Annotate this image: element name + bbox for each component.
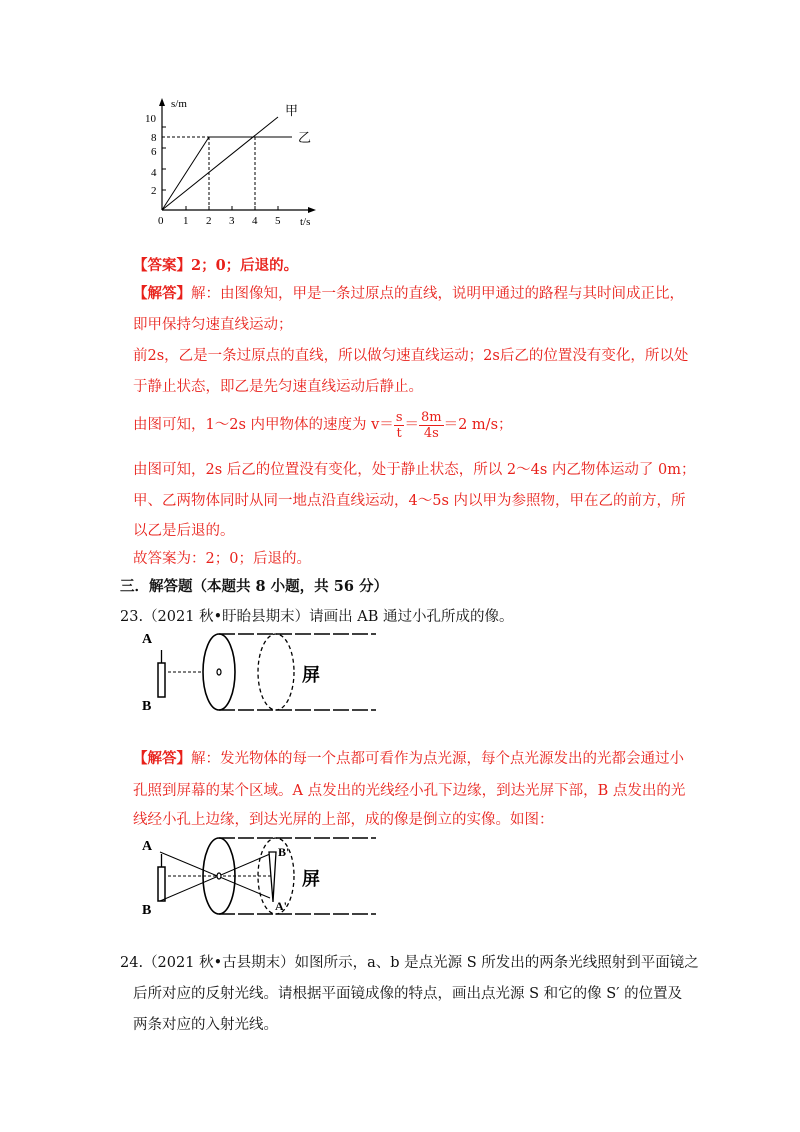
object-ab-2	[158, 867, 165, 901]
line-yi	[162, 137, 292, 210]
fraction-8m-over-4s: $\frac{8m}{4s}$	[420, 409, 442, 441]
x-tick-0: 0	[158, 215, 164, 227]
fig2-label-b-prime: B'	[278, 845, 290, 859]
q22-answer: 【答案】2；0；后退的。	[133, 257, 299, 274]
fig2-screen-label: 屏	[302, 869, 320, 889]
q23-question: 23.（2021 秋•盱眙县期末）请画出 AB 通过小孔所成的像。	[120, 609, 514, 625]
q24-line-1: 24.（2021 秋•古县期末）如图所示，a、b 是点光源 S 所发出的两条光线照射到平面镜之	[120, 955, 699, 971]
fig2-label-a-prime: A'	[275, 899, 287, 913]
q23-solution-figure	[138, 832, 383, 924]
y-tick-8: 8	[151, 132, 157, 144]
q22-analysis-7: 甲、乙两物体同时从同一地点沿直线运动，4～5s 内以甲为参照物，甲在乙的前方，所	[133, 493, 686, 509]
q22-conclusion: 故答案为：2；0；后退的。	[133, 551, 311, 567]
q23-analysis-2: 孔照到屏幕的某个区域。A 点发出的光线经小孔下边缘，到达光屏下部，B 点发出的光	[133, 783, 686, 799]
q24-line-3: 两条对应的入射光线。	[133, 1017, 278, 1033]
object-ab	[158, 663, 165, 697]
q22-analysis-8: 以乙是后退的。	[133, 523, 235, 539]
label-yi: 乙	[298, 130, 312, 145]
x-tick-3: 3	[229, 215, 235, 227]
y-tick-2: 2	[151, 185, 157, 197]
st-graph	[140, 95, 340, 230]
ray-a	[160, 852, 270, 898]
pinhole-icon	[217, 669, 221, 675]
q22-analysis-6: 由图可知，2s 后乙的位置没有变化，处于静止状态，所以 2～4s 内乙物体运动了 0m；	[133, 462, 696, 478]
x-axis-arrow	[308, 207, 316, 213]
screen-dashed	[258, 634, 294, 710]
fig-label-a: A	[142, 632, 153, 647]
section-3-title: 三．解答题（本题共 8 小题，共 56 分）	[120, 578, 388, 595]
line-jia	[162, 117, 278, 210]
y-tick-6: 6	[151, 146, 157, 158]
x-tick-4: 4	[252, 215, 258, 227]
inverted-image	[269, 852, 276, 902]
q23-figure	[138, 628, 383, 720]
y-label: s/m	[171, 98, 187, 110]
q24-line-2: 后所对应的反射光线。请根据平面镜成像的特点，画出点光源 S 和它的像 S′ 的位置及	[133, 986, 683, 1002]
fraction-s-over-t: $\frac{s}{t}$	[395, 409, 403, 441]
x-tick-1: 1	[183, 215, 189, 227]
x-label: t/s	[300, 216, 311, 228]
x-tick-2: 2	[206, 215, 212, 227]
q23-analysis-3: 线经小孔上边缘，到达光屏的上部，成的像是倒立的实像。如图：	[133, 812, 554, 828]
screen-label: 屏	[302, 665, 320, 685]
ray-b	[160, 854, 270, 901]
y-tick-4: 4	[151, 167, 157, 179]
x-tick-5: 5	[275, 215, 281, 227]
label-jia: 甲	[285, 103, 299, 118]
q22-analysis-2: 即甲保持匀速直线运动；	[133, 317, 293, 333]
fig-label-b: B	[142, 699, 152, 714]
y-tick-10: 10	[145, 113, 156, 125]
q22-analysis-1: 【解答】解：由图像知，甲是一条过原点的直线，说明甲通过的路程与其时间成正比，	[133, 285, 684, 302]
q22-analysis-4: 于静止状态，即乙是先匀速直线运动后静止。	[133, 379, 423, 395]
y-axis-arrow	[159, 98, 165, 106]
fig2-label-a: A	[142, 839, 153, 854]
fig2-label-b: B	[142, 903, 152, 918]
q23-analysis-1: 【解答】解：发光物体的每一个点都可看作为点光源，每个点光源发出的光都会通过小	[133, 750, 684, 767]
q22-analysis-5: 由图可知，1～2s 内甲物体的速度为 v＝ $\frac{s}{t}$ ＝ $\frac{8m}{4s}$ ＝2 m/s；	[133, 409, 513, 441]
q22-analysis-3: 前2s，乙是一条过原点的直线，所以做匀速直线运动；2s后乙的位置没有变化，所以处	[133, 348, 689, 364]
